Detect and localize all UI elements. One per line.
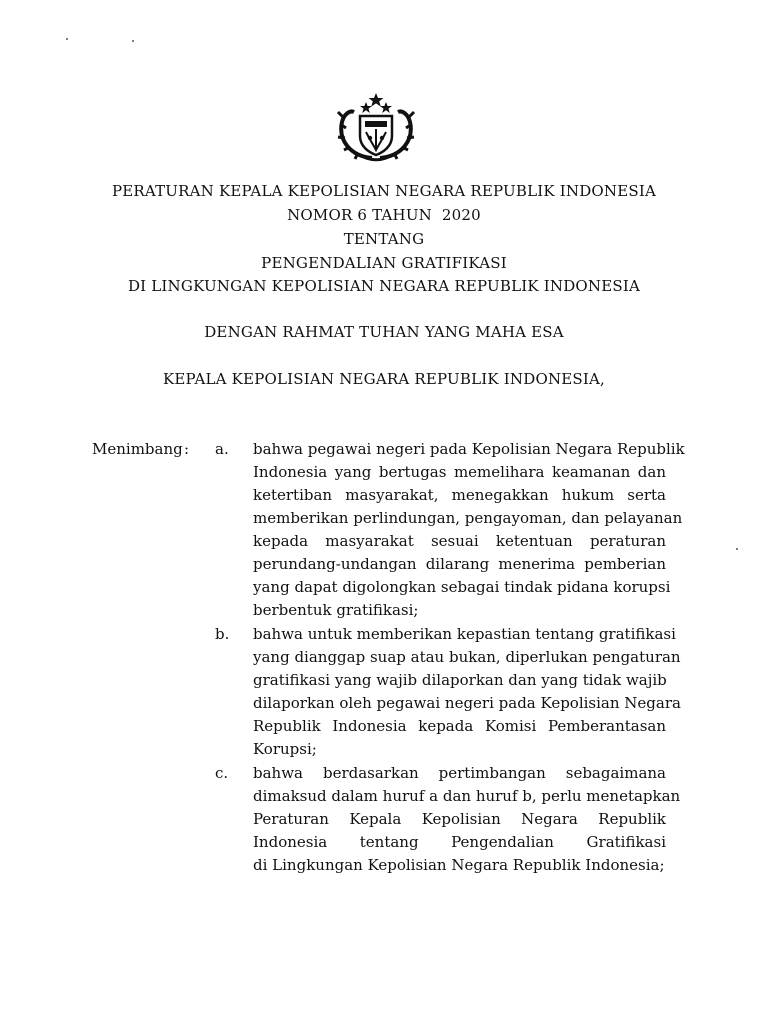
item-b-line: bahwa untuk memberikan kepastian tentang gratifikasi xyxy=(253,625,676,643)
item-b-line: Republik Indonesia kepada Komisi Pemberantasan xyxy=(253,717,666,735)
police-emblem-icon xyxy=(332,88,420,162)
regulation-title: PERATURAN KEPALA KEPOLISIAN NEGARA REPUBLIK INDONESIA xyxy=(111,182,657,200)
item-letter-c: c. xyxy=(215,764,229,782)
invocation: DENGAN RAHMAT TUHAN YANG MAHA ESA xyxy=(204,323,564,341)
item-b-line: yang dianggap suap atau bukan, diperlukan pengaturan xyxy=(253,648,681,666)
item-a-line: memberikan perlindungan, pengayoman, dan pelayanan xyxy=(253,509,683,527)
regulation-subject: PENGENDALIAN GRATIFIKASI xyxy=(261,254,507,272)
item-letter-a: a. xyxy=(215,440,229,458)
item-b-line: dilaporkan oleh pegawai negeri pada Kepolisian Negara xyxy=(253,694,681,712)
item-a-line: Indonesia yang bertugas memelihara keamanan dan xyxy=(253,463,666,481)
regulation-number: NOMOR 6 TAHUN 2020 xyxy=(287,206,481,224)
regulation-scope: DI LINGKUNGAN KEPOLISIAN NEGARA REPUBLIK INDONESIA xyxy=(127,277,641,295)
item-b-line: gratifikasi yang wajib dilaporkan dan yang tidak wajib xyxy=(253,671,667,689)
scan-speck xyxy=(66,38,68,40)
item-a-line: ketertiban masyarakat, menegakkan hukum serta xyxy=(253,486,666,504)
scan-speck xyxy=(132,40,134,42)
item-a-line: berbentuk gratifikasi; xyxy=(253,601,419,619)
issuing-authority: KEPALA KEPOLISIAN NEGARA REPUBLIK INDONESIA, xyxy=(162,370,606,388)
item-c-line: bahwa berdasarkan pertimbangan sebagaimana xyxy=(253,764,666,782)
item-letter-b: b. xyxy=(215,625,230,643)
considering-colon: : xyxy=(184,440,190,458)
item-c-line: dimaksud dalam huruf a dan huruf b, perlu menetapkan xyxy=(253,787,681,805)
item-a-line: yang dapat digolongkan sebagai tindak pidana korupsi xyxy=(253,578,671,596)
item-c-line: di Lingkungan Kepolisian Negara Republik Indonesia; xyxy=(253,856,665,874)
item-a-line: kepada masyarakat sesuai ketentuan peraturan xyxy=(253,532,666,550)
regulation-about: TENTANG xyxy=(343,230,425,248)
item-a-line: perundang-undangan dilarang menerima pemberian xyxy=(253,555,666,573)
considering-label: Menimbang xyxy=(92,440,183,458)
scan-speck xyxy=(736,548,738,550)
item-b-line: Korupsi; xyxy=(253,740,317,758)
item-c-line: Peraturan Kepala Kepolisian Negara Republik xyxy=(253,810,666,828)
item-c-line: Indonesia tentang Pengendalian Gratifikasi xyxy=(253,833,666,851)
item-a-line: bahwa pegawai negeri pada Kepolisian Negara Republik xyxy=(253,440,685,458)
